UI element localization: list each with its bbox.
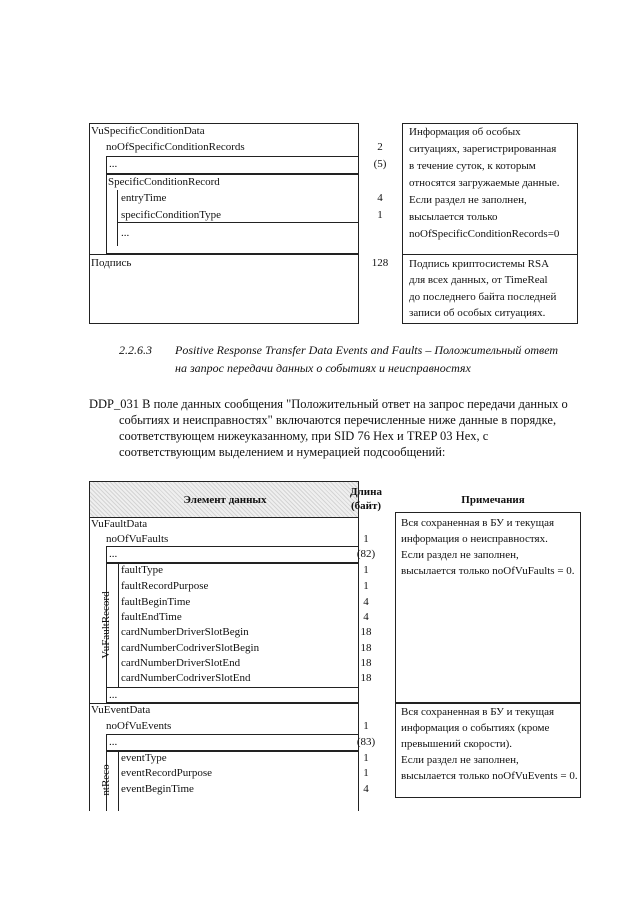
value: 2 [377, 141, 383, 153]
value: 1 [363, 767, 369, 779]
fault-end-time: faultEndTime [121, 611, 182, 623]
header-length: Длина (байт) [350, 486, 382, 512]
divider [89, 254, 359, 255]
value: 18 [360, 642, 372, 654]
card-number-driver-slot-end: cardNumberDriverSlotEnd [121, 657, 241, 669]
signature-label: Подпись [91, 257, 132, 269]
fault-type: faultType [121, 564, 163, 576]
event-record-purpose: eventRecordPurpose [121, 767, 213, 779]
dots: ... [109, 158, 118, 170]
section-title: Positive Response Transfer Data Events and Faults – Положительный ответ [175, 343, 559, 357]
event-begin-time: eventBeginTime [121, 783, 194, 795]
vu-specific-condition-data: VuSpecificConditionData [91, 125, 205, 137]
value: 4 [377, 192, 383, 204]
divider [117, 190, 118, 246]
specific-condition-record: SpecificConditionRecord [108, 176, 220, 188]
dots-row-box [106, 734, 359, 751]
value: 1 [363, 580, 369, 592]
section-number: 2.2.6.3 [119, 343, 152, 357]
value: (83) [356, 736, 376, 748]
card-number-codriver-slot-end: cardNumberCodriverSlotEnd [121, 672, 251, 684]
header-element: Элемент данных [183, 494, 267, 506]
value: 1 [363, 752, 369, 764]
value: 1 [377, 209, 383, 221]
value: (5) [373, 158, 387, 170]
event-type: eventType [121, 752, 167, 764]
signature-value: 128 [371, 257, 389, 269]
fault-record-purpose: faultRecordPurpose [121, 580, 209, 592]
vu-fault-data: VuFaultData [91, 518, 148, 530]
divider [106, 687, 359, 688]
value: 4 [363, 596, 369, 608]
value: 18 [360, 657, 372, 669]
divider [402, 254, 578, 255]
divider [118, 563, 119, 687]
no-of-specific-condition-records: noOfSpecificConditionRecords [106, 141, 245, 153]
header-notes: Примечания [461, 494, 525, 506]
dots-row-box [106, 546, 359, 563]
dots: ... [109, 689, 118, 701]
dots: ... [109, 736, 118, 748]
dots: ... [121, 227, 130, 239]
vu-fault-record-group-label: VuFaultRecord [100, 591, 112, 659]
dots-row-box [106, 156, 359, 174]
dots: ... [109, 548, 118, 560]
no-of-vu-events: noOfVuEvents [106, 720, 172, 732]
vu-event-data: VuEventData [91, 704, 151, 716]
value: 1 [363, 533, 369, 545]
entry-time: entryTime [121, 192, 167, 204]
fault-begin-time: faultBeginTime [121, 596, 191, 608]
paragraph: соответствующим выделением и нумерацией подсообщений: [119, 445, 446, 459]
value: 4 [363, 783, 369, 795]
paragraph: DDP_031 В поле данных сообщения "Положительный ответ на запрос передачи данных о [89, 397, 568, 411]
specific-condition-type: specificConditionType [121, 209, 222, 221]
value: (82) [356, 548, 376, 560]
card-number-codriver-slot-begin: cardNumberCodriverSlotBegin [121, 642, 260, 654]
value: 1 [363, 564, 369, 576]
no-of-vu-faults: noOfVuFaults [106, 533, 169, 545]
vu-event-record-group-label: ntReco [100, 764, 112, 796]
divider [117, 222, 359, 223]
section-title: на запрос передачи данных о событиях и неисправностях [175, 361, 471, 375]
value: 4 [363, 611, 369, 623]
paragraph: событиях и неисправностях" включаются перечисленные ниже данные в порядке, [119, 413, 557, 427]
value: 1 [363, 720, 369, 732]
paragraph: соответствующем нижеуказанному, при SID 76 Hex и TREP 03 Hex, с [119, 429, 489, 443]
divider [118, 751, 119, 811]
card-number-driver-slot-begin: cardNumberDriverSlotBegin [121, 626, 249, 638]
value: 18 [360, 626, 372, 638]
value: 18 [360, 672, 372, 684]
